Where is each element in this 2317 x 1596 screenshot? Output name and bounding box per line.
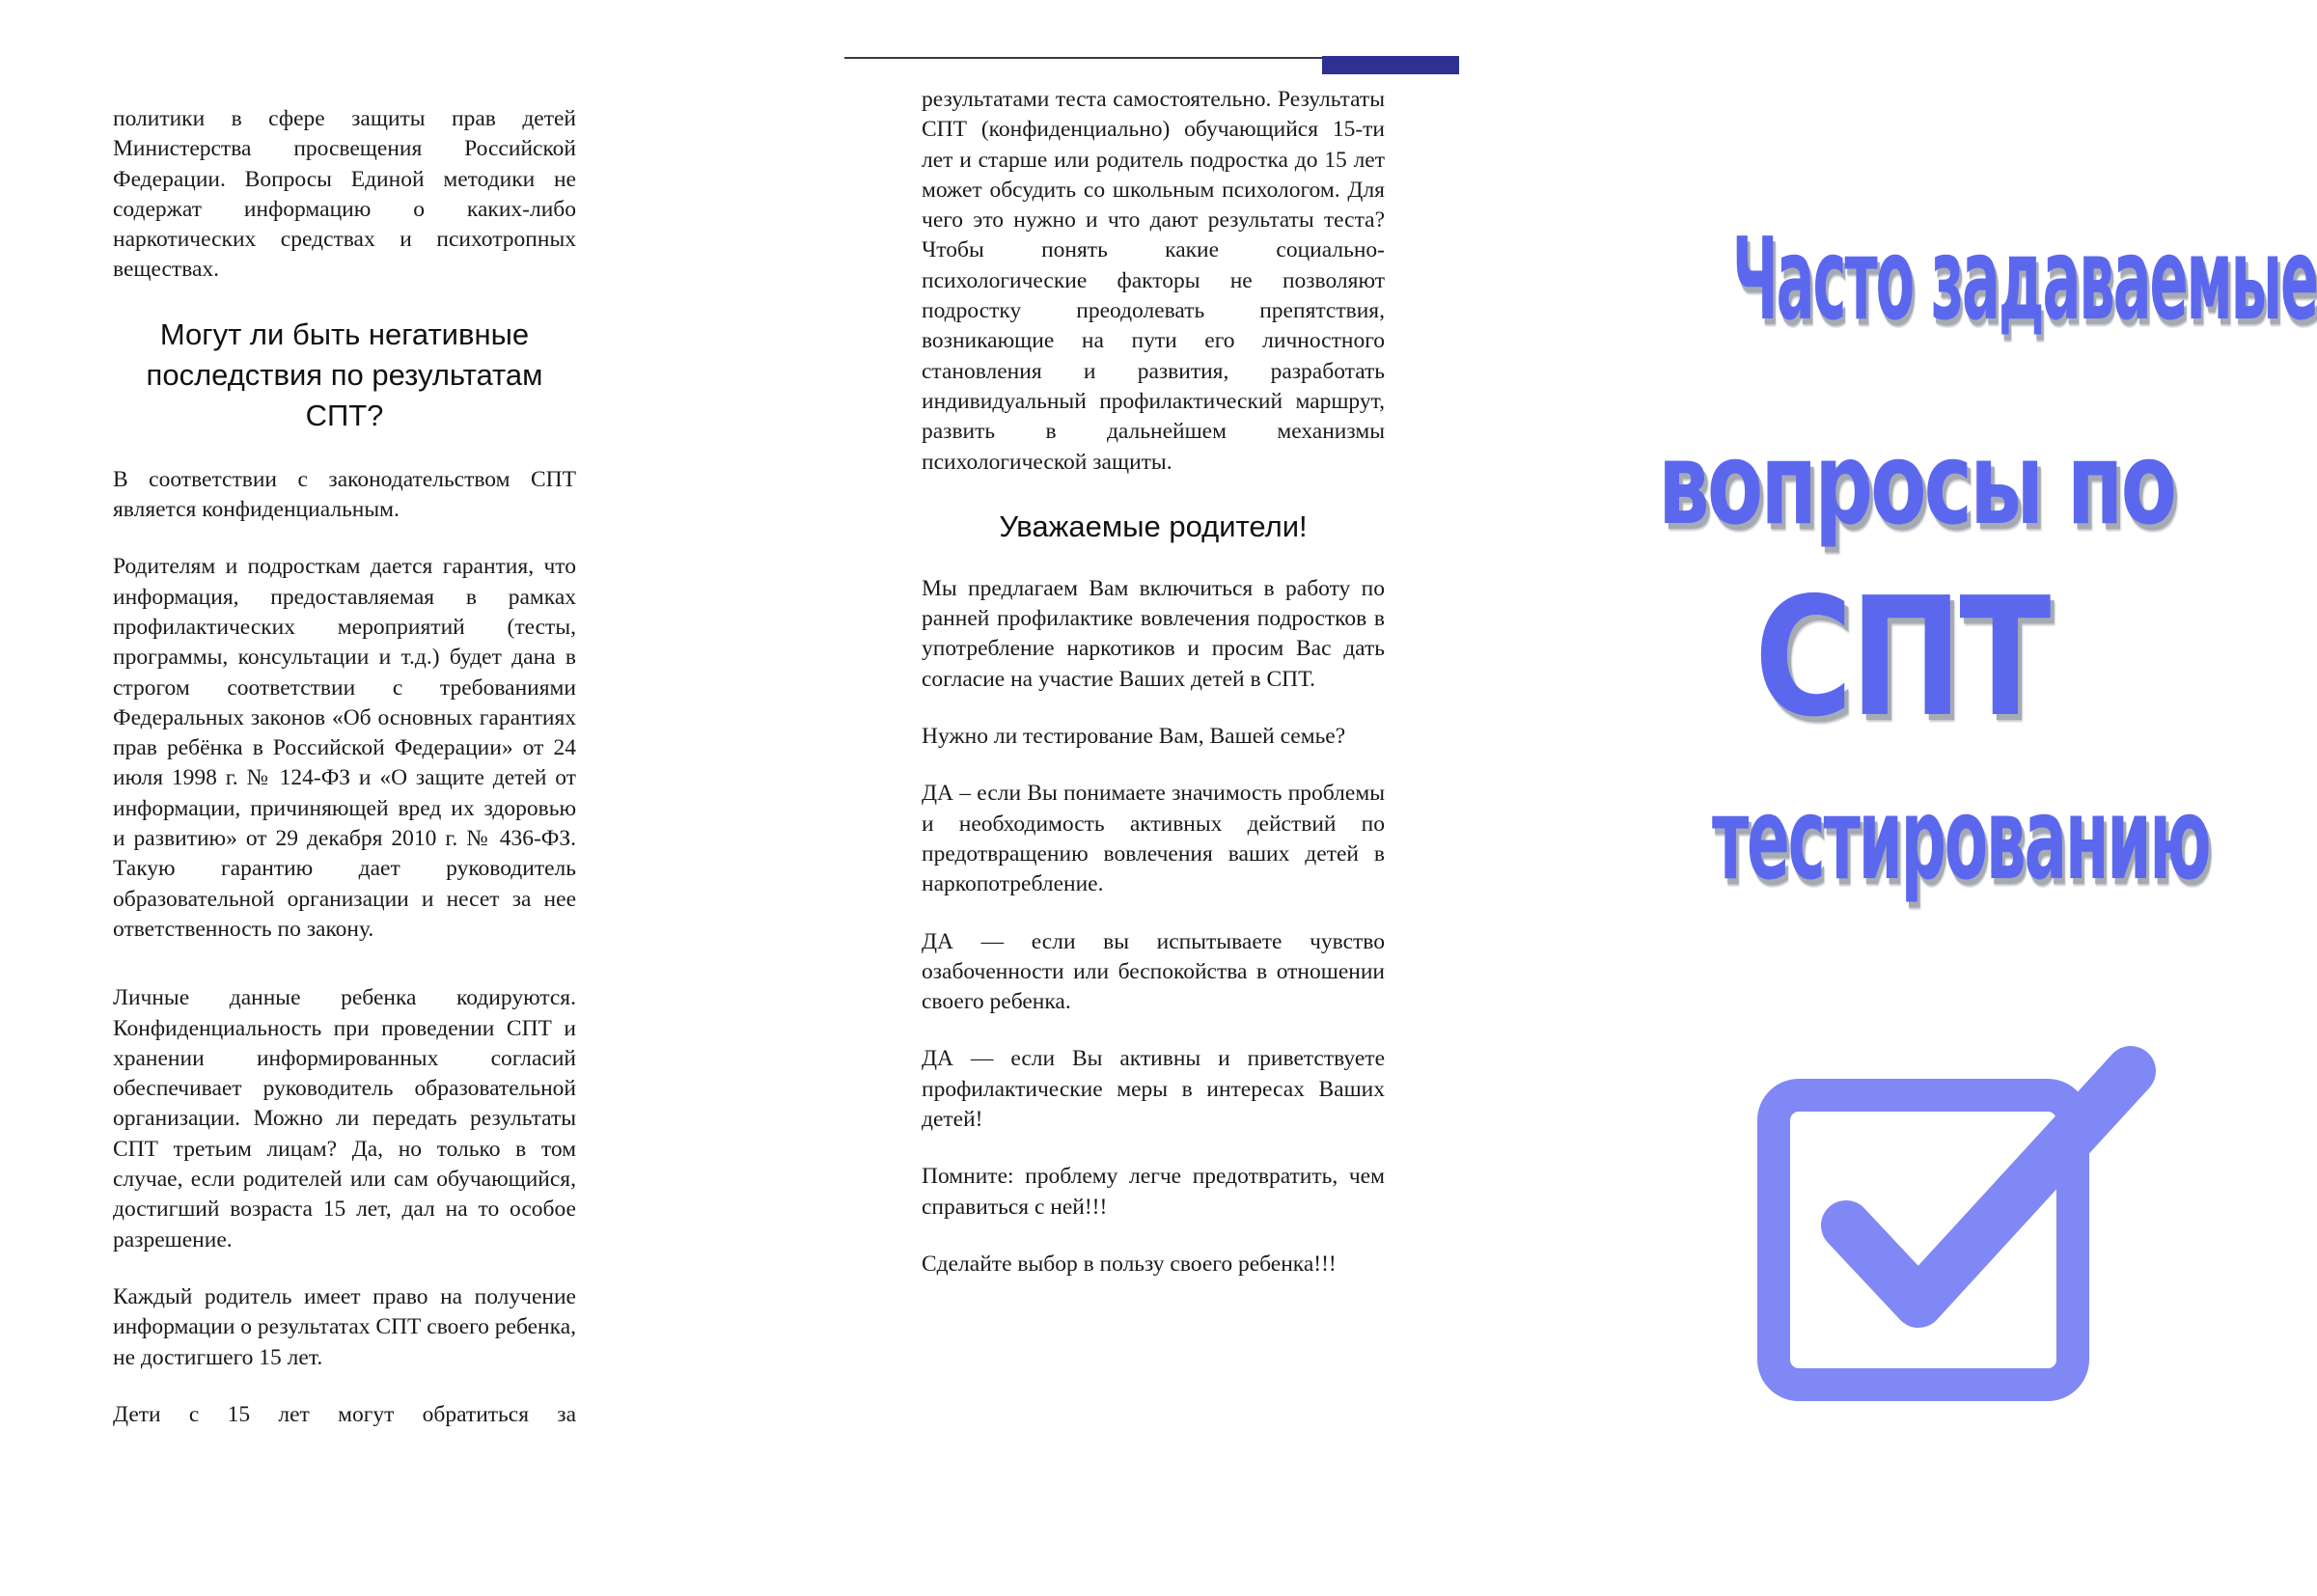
cover-panel xyxy=(1563,193,2317,1447)
left-intro-paragraph: политики в сфере защиты прав детей Министерства просвещения Российской Федерации. Вопросы Единой методики не содержат информацию о каких-либо наркотических средствах и психотропных веществах. xyxy=(113,106,576,283)
middle-paragraph-3: ДА – если Вы понимаете значимость проблемы и необходимость активных действий по предотвращению вовлечения ваших детей в наркопотребление. xyxy=(922,781,1385,897)
left-paragraph-5: Дети с 15 лет могут обратиться за xyxy=(113,1401,576,1427)
cover-title-line-2: вопросы по xyxy=(1658,417,2175,550)
left-paragraph-2: Родителям и подросткам дается гарантия, что информация, предоставляемая в рамках профилактических мероприятий (тесты, программы, консультации и т.д.) будет дана в строгом соответствии с требованиями Федеральных законов «Об основных гарантиях прав ребёнка в Российской Федерации» от 24 июля 1998 г. № 124-ФЗ и «О защите детей от информации, причиняющей вред их здоровью и развитию» от 29 декабря 2010 г. № 436-ФЗ. Такую гарантию дает руководитель образовательной организации и несет за нее ответственность по закону. xyxy=(113,554,576,942)
middle-paragraph-4: ДА — если вы испытываете чувство озабоченности или беспокойства в отношении своего ребенка. xyxy=(922,928,1385,1015)
middle-paragraph-5: ДА — если Вы активны и приветствуете профилактические меры в интересах Ваших детей! xyxy=(922,1046,1385,1133)
cover-title-line-3: СПТ xyxy=(1753,563,2049,754)
header-accent-bar xyxy=(1322,56,1459,74)
checkbox-checked-icon xyxy=(1754,1042,2160,1409)
cover-title-line-1: Часто задаваемые xyxy=(1732,212,2317,345)
left-paragraph-4: Каждый родитель имеет право на получение информации о результатах СПТ своего ребенка, не достигшего 15 лет. xyxy=(113,1283,576,1370)
middle-continued-paragraph: результатами теста самостоятельно. Результаты СПТ (конфиденциально) обучающийся 15-ти лет и старше или родитель подростка до 15 лет может обсудить со школьным психологом. Для чего это нужно и что дают результаты теста? Чтобы понять какие социально-психологические факторы не позволяют подростку преодолевать препятствия, возникающие на пути его личностного становления и развития, разработать индивидуальный профилактический маршрут, развить в дальнейшем механизмы психологической защиты. xyxy=(922,87,1385,475)
cover-title-line-4: тестированию xyxy=(1712,772,2210,905)
middle-paragraph-2: Нужно ли тестирование Вам, Вашей семье? xyxy=(922,724,1346,750)
middle-column xyxy=(922,85,1385,1280)
middle-paragraph-6: Помните: проблему легче предотвратить, чем справиться с ней!!! xyxy=(922,1164,1385,1220)
left-section-heading: Могут ли быть негативные последствия по результатам СПТ? xyxy=(146,316,543,432)
left-paragraph-3: Личные данные ребенка кодируются. Конфиденциальность при проведении СПТ и хранении информированных согласий обеспечивает руководитель образовательной организации. Можно ли передать результаты СПТ третьим лицам? Да, но только в том случае, если родителей или сам обучающийся, достигший возраста 15 лет, дал на то особое разрешение. xyxy=(113,985,576,1252)
middle-section-heading: Уважаемые родители! xyxy=(999,509,1308,543)
left-paragraph-1: В соответствии с законодательством СПТ является конфиденциальным. xyxy=(113,466,576,523)
middle-paragraph-1: Мы предлагаем Вам включиться в работу по ранней профилактике вовлечения подростков в употребление наркотиков и просим Вас дать согласие на участие Ваших детей в СПТ. xyxy=(922,575,1385,692)
header-rule-line xyxy=(844,57,1322,59)
middle-paragraph-7: Сделайте выбор в пользу своего ребенка!!! xyxy=(922,1251,1337,1277)
left-column xyxy=(113,104,576,1430)
